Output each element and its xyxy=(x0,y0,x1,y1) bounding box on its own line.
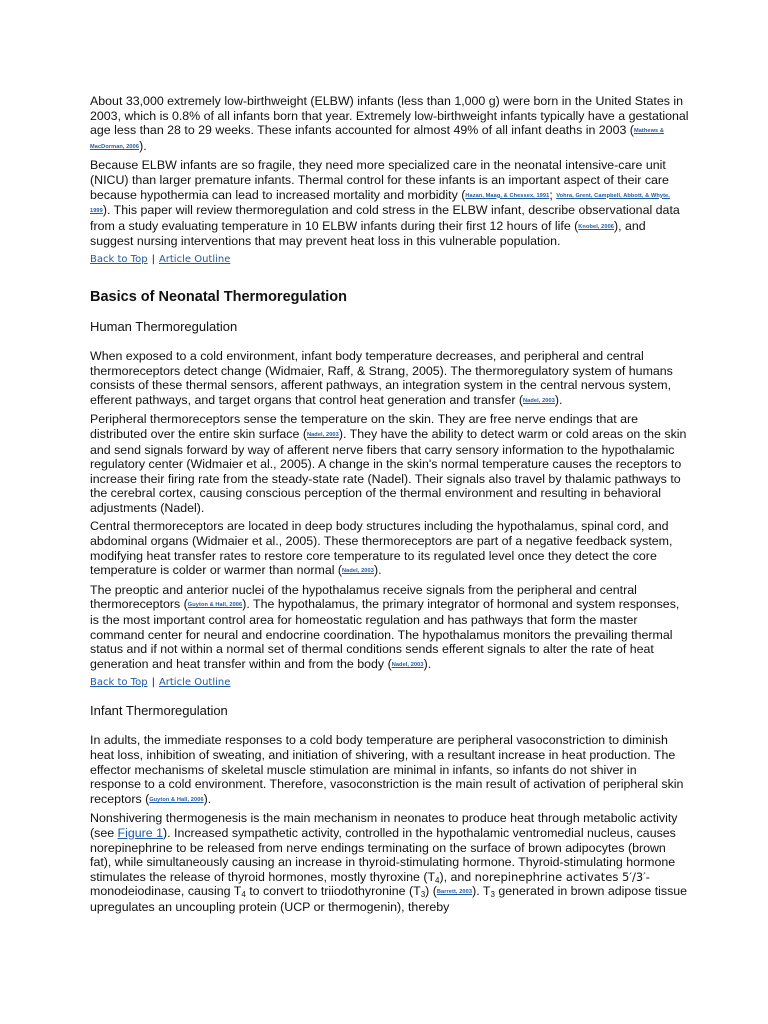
paragraph-text: ). xyxy=(203,791,212,806)
paragraph-text: About 33,000 extremely low-birthweight (ELBW) infants (less than 1,000 g) were born in the United States in 2003, which is 0.8% of all infants born that year. Extremely low-birthweight infants typically have a gestational age less than 28 to 29 weeks. These infants accounted for almost 49% of all infant deaths in 2003 ( xyxy=(90,94,689,138)
paragraph-text: generated in brown adipose tissue upregulates an uncoupling protein (UCP or thermogenin), thereby xyxy=(90,884,688,914)
paragraph-text: ) ( xyxy=(425,884,437,899)
citation-link[interactable]: Barrett, 2003 xyxy=(436,889,473,896)
paragraph-text: In adults, the immediate responses to a cold body temperature are peripheral vasoconstriction to diminish heat loss, inhibition of sweating, and initiation of shivering, with a resultant increase in heat production. The effector mechanisms of skeletal muscle stimulation are minimal in infants, so infants do not shiver in response to a cold environment. Therefore, vasoconstriction is the main result of activation of peripheral skin receptors ( xyxy=(90,733,684,806)
subsection-heading: Infant Thermoregulation xyxy=(90,703,228,719)
citation-link[interactable]: Vohra, Grent, Campbell, Abbott, & Whyte, 1999 xyxy=(90,192,670,215)
paragraph-text: ), and xyxy=(439,869,475,884)
citation-link[interactable]: Nadel, 2003 xyxy=(391,661,424,668)
article-body xyxy=(90,94,690,919)
spacer xyxy=(90,335,690,349)
body-paragraph xyxy=(90,519,690,578)
paragraph-text: When exposed to a cold environment, infant body temperature decreases, and peripheral and central thermoreceptors detect change (Widmaier, Raff, & Strang, 2005). The thermoregulatory system of humans consists of these thermal sensors, afferent pathways, an integration system in the central nervous system, efferent pathways, and target organs that control heat generation and transfer ( xyxy=(90,348,673,407)
spacer xyxy=(90,719,690,733)
subscript: 4 xyxy=(241,890,246,900)
section-heading: Basics of Neonatal Thermoregulation xyxy=(90,288,348,305)
nav-separator: | xyxy=(151,677,155,689)
paragraph-text: Nonshivering thermogenesis is the main mechanism in neonates to produce heat through metabolic activity (see xyxy=(90,811,678,840)
paragraph-text: ). xyxy=(554,392,563,407)
body-paragraph xyxy=(90,733,690,807)
subsection-heading: Human Thermoregulation xyxy=(90,318,238,334)
subscript: 4 xyxy=(435,875,440,885)
back-to-top-link[interactable]: Back to Top xyxy=(90,677,148,689)
nav-separator: | xyxy=(151,253,155,265)
figure-link[interactable]: Figure 1 xyxy=(117,825,164,840)
paragraph-text: to convert to triiodothyronine (T xyxy=(245,884,421,899)
intro-paragraph-1 xyxy=(90,94,690,154)
citation-link[interactable]: Nadel, 2003 xyxy=(342,568,374,575)
paragraph-text: Central thermoreceptors are located in deep body structures including the hypothalamus, spinal cord, and abdominal organs (Widmaier et al., 2005). These thermoreceptors are part of a negative feedback system, modifying heat transfer rates to restore core temperature to its regulated level once they detect the core temperature is colder or warmer than normal ( xyxy=(90,519,673,578)
paragraph-text: ), and suggest nursing interventions that may prevent heat loss in this vulnerable population. xyxy=(90,218,646,249)
paragraph-text: ). xyxy=(373,563,382,578)
paragraph-text: The preoptic and anterior nuclei of the hypothalamus receive signals from the peripheral and central thermoreceptors ( xyxy=(90,582,637,612)
paragraph-text: ). Increased sympathetic activity, controlled in the hypothalamic ventromedial nucleus, causes norepinephrine to be released from nerve endings terminating on the surface of brown adipocytes (brown fat), while simultaneously causing an increase in thyroid-stimulating hormone. Thyroid-stimulating hormone stimulates the release of thyroid hormones, mostly thyroxine (T xyxy=(90,825,676,884)
body-paragraph xyxy=(90,349,690,408)
body-paragraph xyxy=(90,412,690,515)
paragraph-text: Peripheral thermoreceptors sense the temperature on the skin. They are free nerve endings that are distributed over the entire skin surface ( xyxy=(90,412,639,441)
paragraph-text: ). They have the ability to detect warm or cold areas on the skin and send signals forward by way of afferent nerve fibers that carry sensory information to the hypothalamic regulatory center (Widmaier et al., 2005). A change in the skin's normal temperature causes the receptors to increase their firing rate from the steady-state rate (Nadel). Their signals also travel by thalamic pathways to the cerebral cortex, causing conscious perception of the thermal environment and resulting in behavioral adjustments (Nadel). xyxy=(90,426,687,515)
paragraph-text: ). xyxy=(423,656,432,671)
paragraph-text: ). The hypothalamus, the primary integrator of hormonal and system responses, is the most important control area for homeostatic regulation and has pathways that form the master command center for neural and endocrine coordination. The hypothalamus monitors the prevailing thermal status and if not within a normal set of thermal conditions sends efferent signals to alter the rate of heat generation and heat transfer within and from the body ( xyxy=(90,597,680,671)
citation-separator: ; xyxy=(549,187,557,202)
paragraph-text: ). T xyxy=(472,884,491,899)
citation-link[interactable]: Knobel, 2006 xyxy=(578,223,615,230)
subscript: 3 xyxy=(420,890,426,900)
paragraph-text: -monodeiodinase, causing T xyxy=(90,869,650,899)
paragraph-text: ). This paper will review thermoregulation and cold stress in the ELBW infant, describe observational data from a study evaluating temperature in 10 ELBW infants during their first 12 hours of life ( xyxy=(90,203,680,233)
paragraph-text: Because ELBW infants are so fragile, they need more specialized care in the neonatal intensive-care unit (NICU) than larger premature infants. Thermal control for these infants is an important aspect of their care because hypothermia can lead to increased mortality and morbidity ( xyxy=(90,158,669,202)
article-outline-link[interactable]: Article Outline xyxy=(158,677,231,689)
citation-link[interactable]: Nadel, 2003 xyxy=(523,397,555,404)
article-outline-link[interactable]: Article Outline xyxy=(158,253,231,265)
citation-link[interactable]: Guyton & Hall, 2006 xyxy=(187,602,243,609)
citation-link[interactable]: Guyton & Hall, 2006 xyxy=(149,796,204,803)
subscript: 3 xyxy=(490,890,495,900)
back-to-top-link[interactable]: Back to Top xyxy=(90,253,148,265)
section-nav xyxy=(90,676,690,690)
body-paragraph xyxy=(90,583,690,673)
citation-link[interactable]: Mathews & MacDorman, 2006 xyxy=(90,128,665,150)
citation-link[interactable]: Nadel, 2003 xyxy=(306,431,339,438)
body-paragraph xyxy=(90,811,690,914)
paragraph-text: ). xyxy=(139,138,147,153)
intro-paragraph-2 xyxy=(90,158,690,249)
paragraph-text: norepinephrine activates 5′/3′ xyxy=(474,869,646,884)
section-nav xyxy=(90,253,690,267)
citation-link[interactable]: Hazan, Maag, & Chessex, 1991 xyxy=(465,192,550,199)
